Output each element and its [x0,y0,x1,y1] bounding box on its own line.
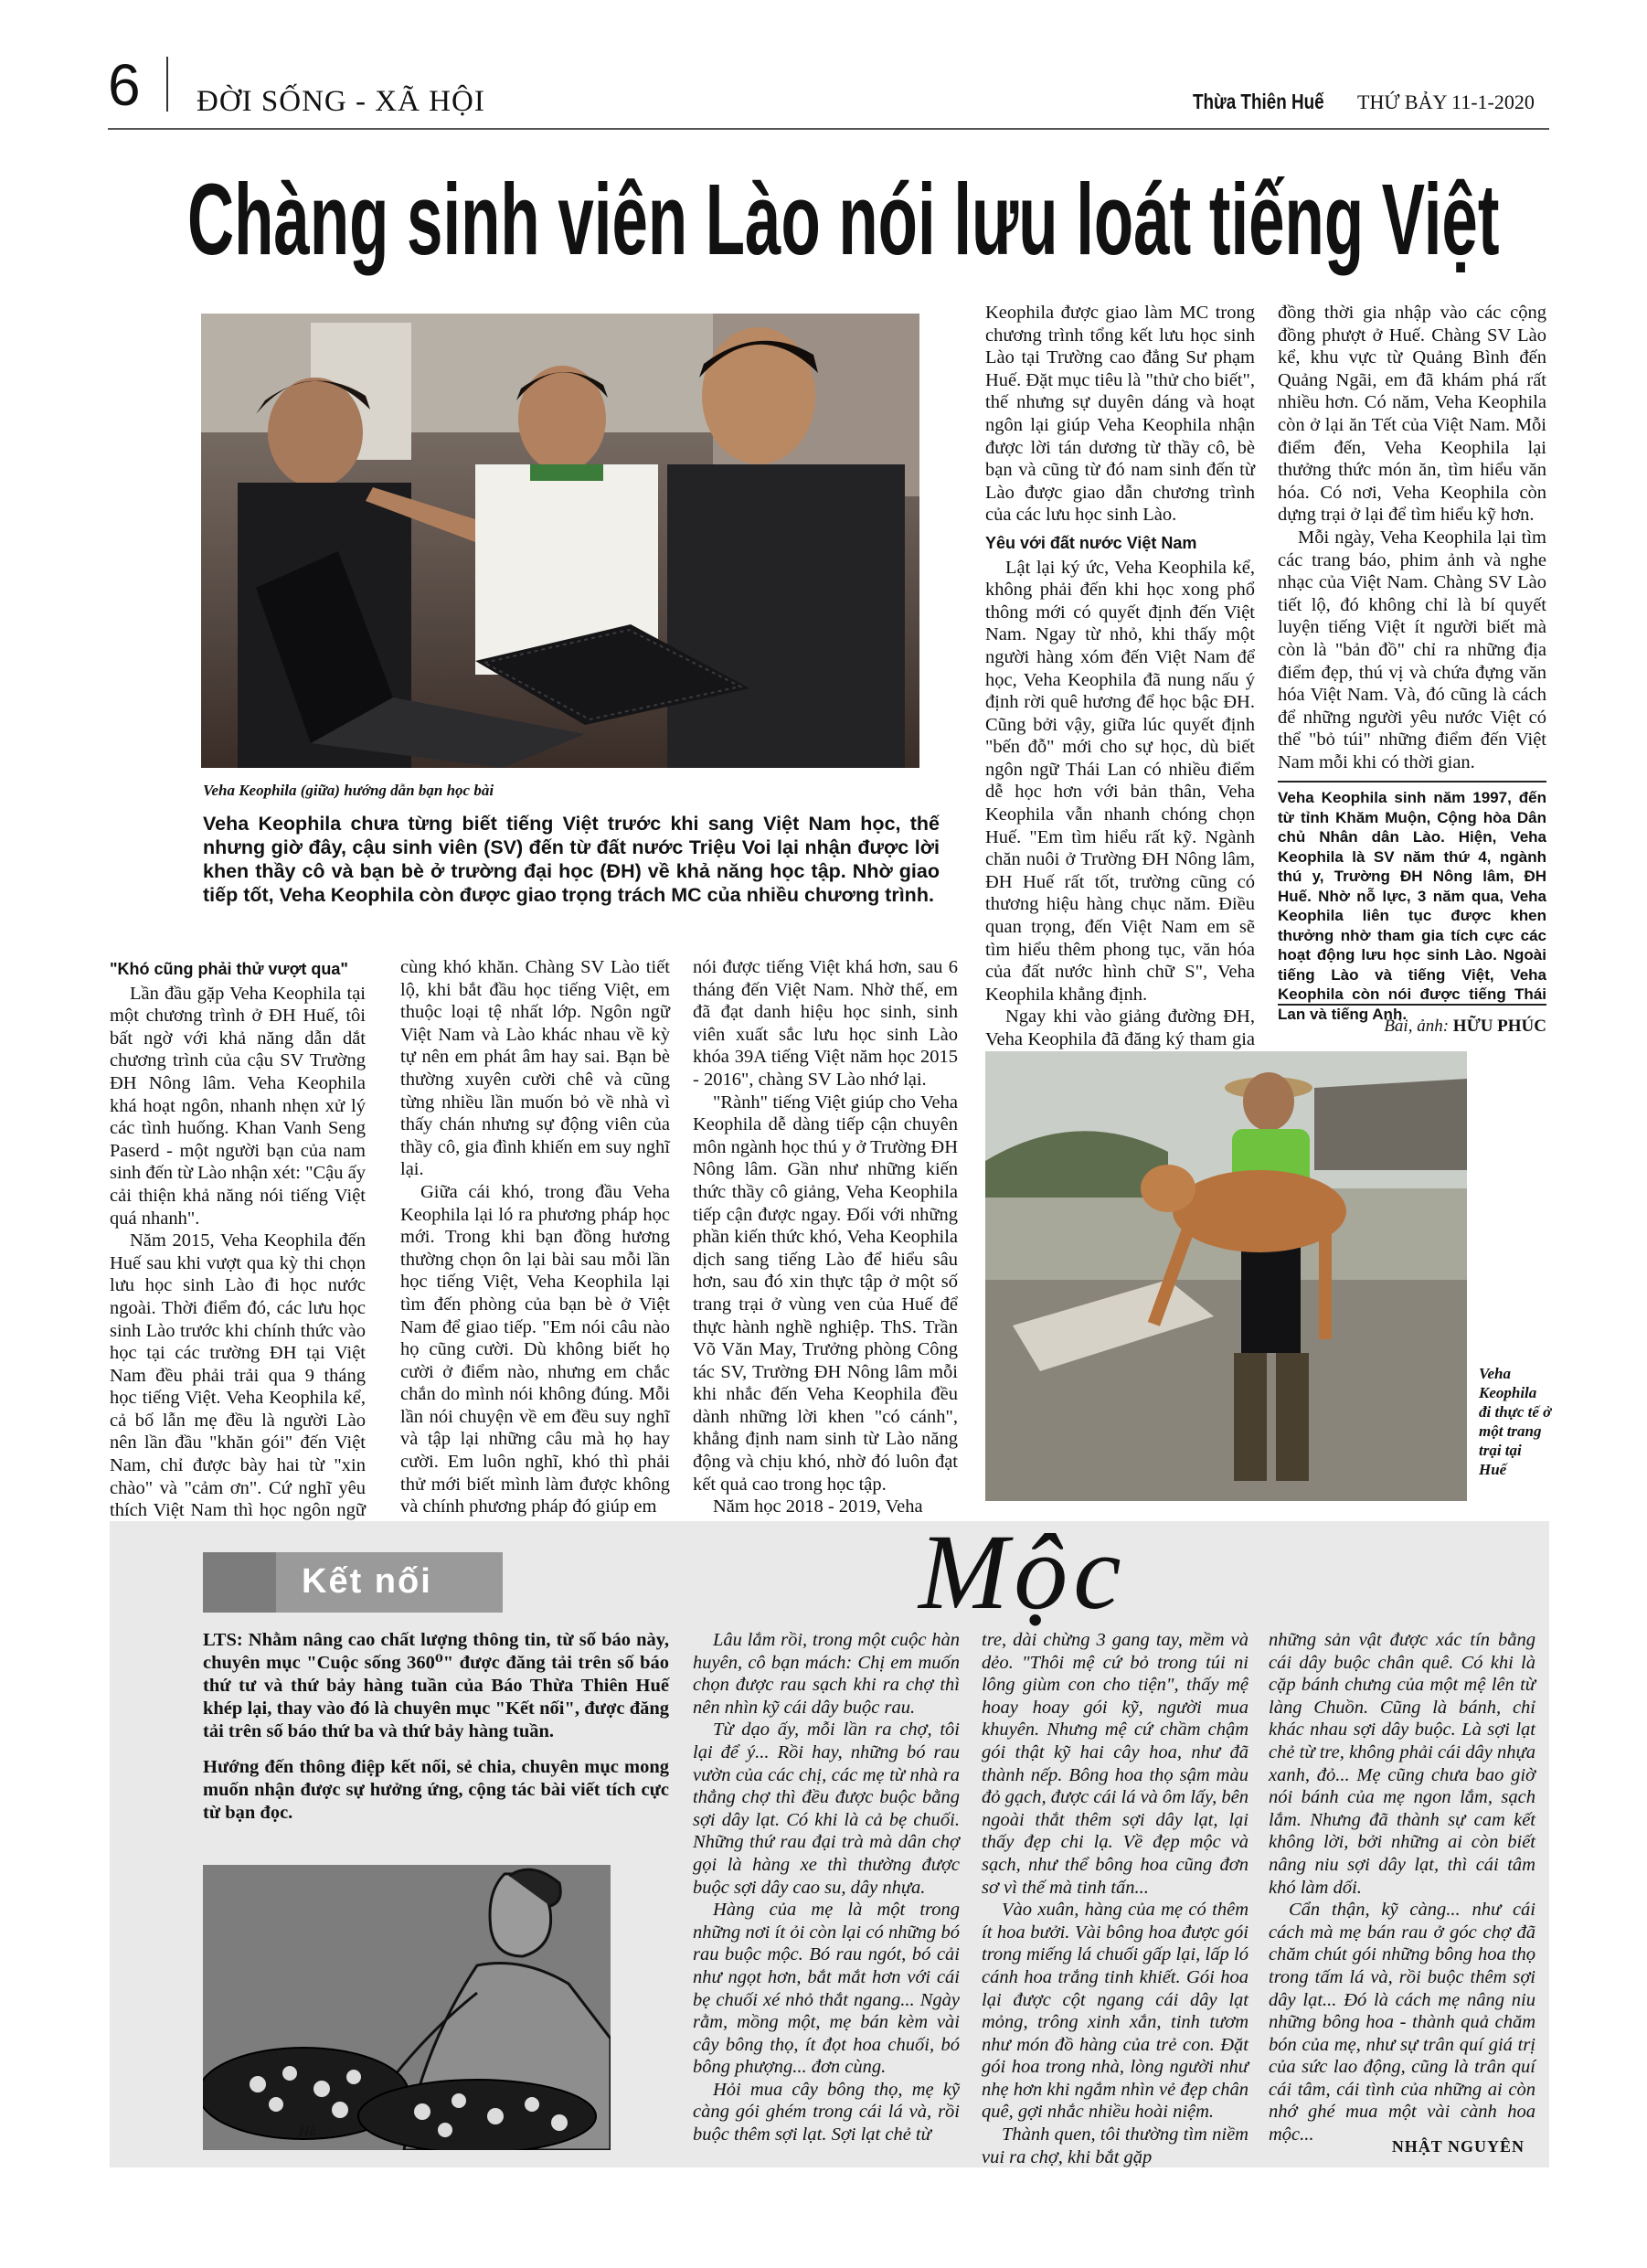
paragraph: Từ dạo ấy, mỗi lần ra chợ, tôi lại để ý... Rồi hay, những bó rau vườn của các chị, các mẹ từ nhà ra thẳng chợ thì đều được buộc bằng sợi dây lạt. Có khi là cả bẹ chuối. Những thứ rau đại trà mà dân chợ gọi là hàng xe thì thường được buộc sợi dây cao su, dây nhựa. [693,1720,960,1898]
paragraph: Ngay khi vào giảng đường ĐH, Veha Keophila đã đăng ký tham gia [985,1006,1255,1049]
paragraph: tre, dài chừng 3 gang tay, mềm và dẻo. "Thôi mệ cứ bỏ trong túi ni lông giùm con cho tiện", thấy mệ hoay hoay gói kỹ, người mua khuyên. Nhưng mệ cứ chầm chậm gói thật kỹ hai cây hoa, như đã thành nếp. Bông hoa thọ sậm màu đỏ gạch, được cái lá và ôm lấy, bên ngoài thắt thêm sợi dây lạt, lại thấy đẹp chi lạ. Về đẹp mộc và sạch, như thể bông hoa cũng đơn sơ vì thế mà tinh tấn... [982,1630,1249,1898]
paragraph: Hàng của mẹ là một trong những nơi ít ỏi còn lại có những bó rau buộc mộc. Bó rau ngót, bó cải như ngọt hơn, bắt mắt hơn với cái bẹ chuối xé nhỏ thắt ngang... Ngày rằm, mồng một, mẹ bán kèm vài cây bông thọ, ít đọt hoa chuối, bó bông phượng... đơn cùng. [693,1900,960,2078]
ketnoi-banner [203,1552,503,1613]
paragraph: Thành quen, tôi thường tìm niềm vui ra chợ, khi bắt gặp [982,2124,1249,2167]
ketnoi-title: Mộc [919,1512,1127,1632]
article-column-1 [110,958,366,1567]
article-column-2 [400,956,670,1518]
photo2-caption: Veha Keophila đi thực tế ở một trang trại tại Huế [1479,1365,1552,1478]
lts-paragraph: LTS: Nhằm nâng cao chất lượng thông tin, từ số báo này, chuyên mục "Cuộc sống 360⁰" được đăng tải trên số báo thứ tư và thứ bảy hàng tuần của Báo Thừa Thiên Huế khép lại, thay vào đó là chuyên mục "Kết nối", được đăng tải trên số báo thứ ba và thứ bảy hàng tuần. [203,1630,669,1741]
byline [1278,1017,1546,1037]
paragraph: những sản vật được xác tín bằng cái dây buộc chân quê. Có khi là cặp bánh chưng của một mệ lên từ làng Chuồn. Cũng là bánh, chỉ khác nhau sợi dây buộc. Là sợi lạt chẻ từ tre, không phải cái dây nhựa xanh, đỏ... Mẹ cũng chưa bao giờ nói bánh của mẹ ngon lắm, sạch lắm. Nhưng đã thành sự cam kết không lời, bởi những ai còn biết nâng niu sợi dây lạt, thì cái tâm khó làm dối. [1269,1630,1535,1898]
photo-student-with-calf [985,1051,1467,1501]
subhead-1: "Khó cũng phải thử vượt qua" [110,960,348,978]
ketnoi-column-1 [693,1629,960,2146]
info-box-rule-bottom [1278,1004,1546,1006]
paragraph: Vào xuân, hàng của mẹ có thêm ít hoa bưởi. Vài bông hoa được gói trong miếng lá chuối gấp lại, lấp ló cánh hoa trắng tinh khiết. Gói hoa lại được cột ngang cái dây lạt mỏng, trông xinh xắn, tinh tươm như món đồ hàng của trẻ con. Đặt gói hoa trong nhà, lòng người như nhẹ hơn khi ngắm nhìn vẻ đẹp chân quê, gợi nhắc nhiều hoài niệm. [982,1900,1249,2123]
paragraph: Năm 2015, Veha Keophila đến Huế sau khi vượt qua kỳ thi chọn lưu học sinh Lào đi học nước ngoài. Thời điểm đó, các lưu học sinh Lào trước khi chính thức vào học tại các trường ĐH tại Việt Nam đều phải trải qua 9 tháng học tiếng Việt. Veha Keophila kể, cả bố lẫn mẹ đều là người Lào nên lần đầu "khăn gói" đến Việt Nam, chỉ được bày hai từ "xin chào" và "cảm ơn". Cứ nghĩ yêu thích Việt Nam thì học ngôn ngữ [110,1230,366,1521]
ketnoi-column-2 [982,1629,1249,2168]
illustration-signature: Hà [299,2125,317,2139]
paragraph: Năm học 2018 - 2019, Veha [713,1496,923,1517]
lts-paragraph-2: Hướng đến thông điệp kết nối, sẻ chia, chuyên mục mong muốn nhận được sự hưởng ứng, cộng tác bài viết tích cực từ bạn đọc. [203,1757,669,1823]
illustration-market-woman [203,1865,611,2150]
header-rule [108,128,1549,130]
paragraph: Giữa cái khó, trong đầu Veha Keophila lại ló ra phương pháp học mới. Trong khi bạn đồng hương thường chọn ôn lại bài sau mỗi lần học tiếng Việt, Veha Keophila lại tìm đến phòng của bạn bè ở Việt Nam để giao tiếp. "Em nói câu nào họ cũng cười. Dù không biết họ cười ở điểm nào, nhưng em chắc chắn do mình nói không đúng. Mỗi lần nói chuyện về em đều suy nghĩ và tập lại những câu mà họ hay cười. Em luôn nghĩ, khó thì phải thử mới biết mình làm được không và chính phương pháp đó giúp em [400,1181,670,1517]
paragraph: Lần đầu gặp Veha Keophila tại một chương trình ở ĐH Huế, tôi bất ngờ với khả năng dẫn dắt chương trình của cậu SV Trường ĐH Nông lâm. Veha Keophila khá hoạt ngôn, nhanh nhẹn xử lý các tình huống. Khan Vanh Seng Paserd - một người bạn của nam sinh đến từ Lào nhận xét: "Cậu ấy cải thiện khả năng nói tiếng Việt quá nhanh". [110,983,366,1229]
ketnoi-author: NHẬT NGUYÊN [1391,2137,1525,2156]
ketnoi-lts [203,1629,669,1825]
page-number: 6 [108,52,141,118]
paragraph: Lâu lắm rồi, trong một cuộc hàn huyên, cô bạn mách: Chị em muốn chọn được rau sạch khi ra chợ thì nên nhìn kỹ cái dây buộc rau. [693,1630,960,1718]
article-column-3 [693,956,958,1518]
paragraph: Lật lại ký ức, Veha Keophila kể, không phải đến khi học xong phổ thông mới có quyết định đến Việt Nam. Ngay từ nhỏ, khi thấy một người hàng xóm đến Việt Nam để học, Veha Keophila đã nung nấu ý định rời quê hương để học bậc ĐH. Cũng bởi vậy, giữa lúc quyết định "bến đỗ" mới cho sự học, dù biết ngôn ngữ Thái Lan có nhiều điểm dễ học hơn với bản thân, Veha Keophila vẫn nhanh chóng chọn Huế. "Em tìm hiểu rất kỹ. Ngành chăn nuôi ở Trường ĐH Nông lâm, ĐH Huế rất tốt, trường cũng có thương hiệu hàng chục năm. Điều quan trọng, đến Việt Nam em sẽ tìm hiểu thêm phong tục, văn hóa của đất nước hình chữ S", Veha Keophila khẳng định. [985,557,1255,1005]
paper-name: Thừa Thiên Huế [1193,90,1324,113]
paragraph: đồng thời gia nhập vào các cộng đồng phượt ở Huế. Chàng SV Lào kể, khu vực từ Quảng Bình đến Quảng Ngãi, em đã khám phá rất nhiều hơn. Có năm, Veha Keophila còn ở lại ăn Tết của Việt Nam. Mỗi điểm đến, Veha Keophila lại thưởng thức món ăn, tìm hiểu văn hóa. Có nơi, Veha Keophila còn dựng trại ở lại để tìm hiểu kỹ hơn. [1278,303,1546,526]
paragraph: Cẩn thận, kỹ càng... như cái cách mà mẹ bán rau ở góc chợ đã chăm chút gói những bông hoa thọ trong tấm lá và, rồi buộc thêm sợi dây lạt... Đó là cách mẹ nâng niu những bông hoa - thành quả chăm bón của mẹ, như sự trân quí giá trị của sức lao động, cũng là trân quí cái tâm, cái tình của những ai còn nhớ ghé mua một vài cành hoa mộc... [1269,1900,1535,2146]
info-box: Veha Keophila sinh năm 1997, đến từ tỉnh Khăm Muộn, Cộng hòa Dân chủ Nhân dân Lào. Hiện, Veha Keophila là SV năm thứ 4, ngành thú y, Trường ĐH Nông lâm, ĐH Huế. Nhờ nỗ lực, 3 năm qua, Veha Keophila liên tục được khen thưởng nhờ tham gia tích cực các hoạt động lưu học sinh Lào. Ngoài tiếng Lào và tiếng Việt, Veha Keophila còn nói được tiếng Thái Lan và tiếng Anh. [1278,789,1546,1023]
paragraph: Keophila được giao làm MC trong chương trình tổng kết lưu học sinh Lào tại Trường cao đẳng Sư phạm Huế. Đặt mục tiêu là "thử cho biết", thế nhưng sự duyên dáng và hoạt ngôn lại giúp Veha Keophila nhận được lời tán dương từ thầy cô, bè bạn và cũng từ đó nam sinh đến từ Lào được giao dẫn chương trình của các lưu học sinh Lào. [985,303,1255,526]
photo1-caption: Veha Keophila (giữa) hướng dẫn bạn học bài [203,782,494,799]
page-header [0,0,1647,137]
headline: Chàng sinh viên Lào nói lưu loát tiếng Việt [187,164,1500,276]
issue-date: THỨ BẢY 11-1-2020 [1357,91,1535,113]
header-divider [166,57,168,112]
article-lead: Veha Keophila chưa từng biết tiếng Việt trước khi sang Việt Nam học, thế nhưng giờ đây, cậu sinh viên (SV) đến từ đất nước Triệu Voi lại nhận được lời khen thầy cô và bạn bè ở trường đại học (ĐH) về khả năng học tập. Nhờ giao tiếp tốt, Veha Keophila còn được giao trọng trách MC của nhiều chương trình. [203,813,940,906]
article-column-5 [1278,302,1546,773]
info-box-rule-top [1278,781,1546,783]
paragraph: cùng khó khăn. Chàng SV Lào tiết lộ, khi bắt đầu học tiếng Việt, em thuộc loại tệ nhất lớp. Ngôn ngữ Việt Nam và Lào khác nhau về kỳ tự nên em phát âm hay sai. Bạn bè thường xuyên cười chê và cũng từng nhiều lần muốn bỏ về nhà vì thấy chán nhưng sự động viên của thầy cô, gia đình khiến em suy nghĩ lại. [400,957,670,1180]
ketnoi-column-3 [1269,1629,1535,2146]
article-column-4 [985,302,1255,1073]
byline-label: Bài, ảnh: [1384,1017,1450,1036]
subhead-2: Yêu với đất nước Việt Nam [985,533,1197,552]
paragraph: Mỗi ngày, Veha Keophila lại tìm các trang báo, phim ảnh và nghe nhạc của Việt Nam. Chàng SV Lào tiết lộ, đó không chỉ là bí quyết luyện tiếng Việt ít người biết mà còn là "bản đồ" chỉ ra những địa điểm đẹp, thú vị và chứa đựng văn hóa Việt Nam. Và, đó cũng là cách để những người yêu nước Việt có thể "bỏ túi" những điểm đến Việt Nam mỗi khi có thời gian. [1278,527,1546,772]
paragraph: Hỏi mua cây bông thọ, mẹ kỹ càng gói ghém trong cái lá và, rồi buộc thêm sợi lạt. Sợi lạt chẻ từ [693,2079,960,2146]
paragraph: nói được tiếng Việt khá hơn, sau 6 tháng đến Việt Nam. Nhờ thế, em đã đạt danh hiệu học sinh, sinh viên xuất sắc lưu học sinh Lào khóa 39A tiếng Việt năm học 2015 - 2016", chàng SV Lào nhớ lại. [693,957,958,1090]
byline-name: HỮU PHÚC [1452,1017,1546,1036]
section-title: ĐỜI SỐNG - XÃ HỘI [197,85,485,118]
ketnoi-banner-label: Kết nối [302,1562,432,1601]
paragraph: "Rành" tiếng Việt giúp cho Veha Keophila dễ dàng tiếp cận chuyên môn ngành học thú y ở Trường ĐH Nông lâm. Gần như những kiến thức thầy cô giảng, Veha Keophila tiếp cận được ngay. Đối với những phần kiến thức khó, Veha Keophila dịch sang tiếng Lào để hiểu sâu hơn, sau đó xin thực tập ở một số trang trại ở vùng ven của Huế để thực hành nghề nghiệp. ThS. Trần Võ Văn May, Trưởng phòng Công tác SV, Trường ĐH Nông lâm mỗi khi nhắc đến Veha Keophila đều dành những lời khen "có cánh", khẳng định nam sinh từ Lào năng động và chịu khó, nhờ đó luôn đạt kết quả cao trong học tập. [693,1091,958,1495]
photo-students-laptop [201,314,919,768]
